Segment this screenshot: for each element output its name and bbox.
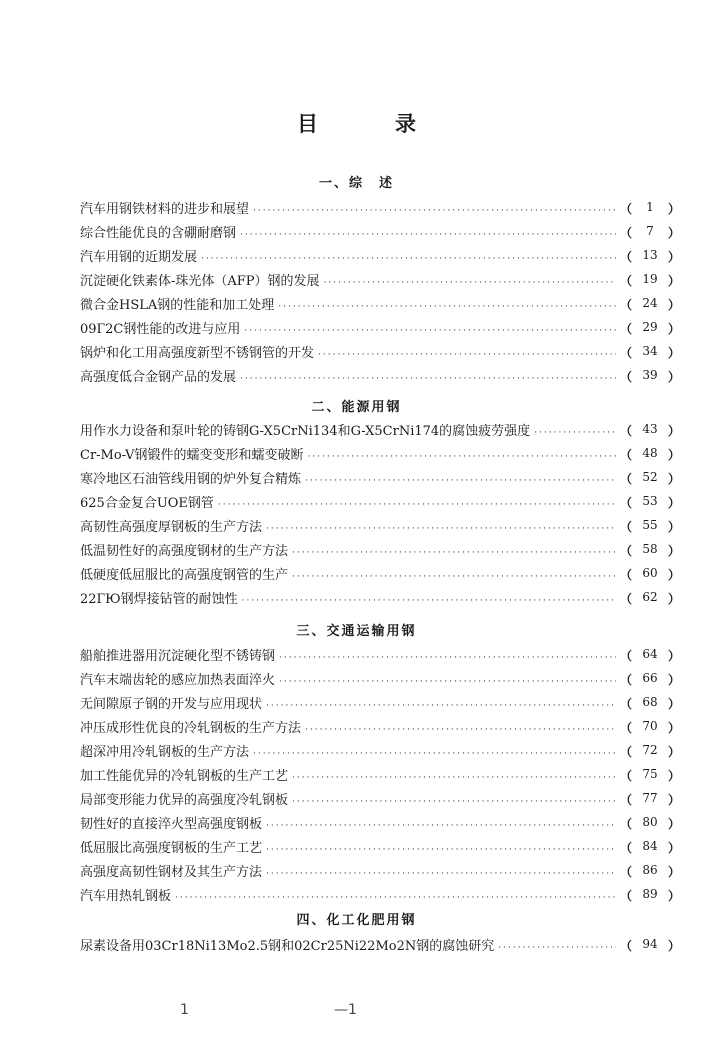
toc-entry-title: 韧性好的直接淬火型高强度钢板: [80, 817, 263, 832]
toc-entry: [80, 270, 680, 294]
section-heading-1: 一、综 述: [318, 176, 394, 191]
toc-entry-page-number: 48: [642, 446, 658, 460]
footer-page-mark-2: —1: [334, 1002, 357, 1018]
toc-entry-page-ref: （ 68 ）: [620, 695, 680, 711]
section-heading-2: 二、能源用钢: [311, 400, 402, 415]
toc-entry-page-ref: （ 94 ）: [620, 937, 680, 953]
toc-entry-page-ref: （ 64 ）: [620, 647, 680, 663]
toc-entry-page-number: 19: [642, 272, 658, 286]
toc-entry-page-ref: （ 24 ）: [620, 296, 680, 312]
toc-entry-page-ref: （ 7 ）: [620, 224, 680, 240]
toc-entry-page-ref: （ 72 ）: [620, 743, 680, 759]
toc-entry-page-number: 52: [642, 470, 658, 484]
dot-leader: [278, 302, 616, 312]
toc-entry: [80, 693, 680, 717]
toc-entry-page-ref: （ 58 ）: [620, 542, 680, 558]
toc-entry: [80, 588, 680, 612]
toc-entry-page-ref: （ 29 ）: [620, 320, 680, 336]
toc-entry-page-ref: （ 77 ）: [620, 791, 680, 807]
toc-entry: [80, 789, 680, 813]
dot-leader: [279, 653, 616, 663]
toc-entry-page-ref: （ 39 ）: [620, 368, 680, 384]
toc-entry: [80, 645, 680, 669]
dot-leader: [266, 821, 616, 831]
dot-leader: [305, 476, 616, 486]
toc-entry-title: 高强度低合金钢产品的发展: [80, 370, 237, 385]
toc-entry-title: 超深冲用冷轧钢板的生产方法: [80, 745, 250, 760]
toc-entry-page-number: 55: [642, 518, 658, 532]
toc-entry-title: 625合金复合UOE钢管: [80, 496, 214, 511]
toc-entry-page-number: 24: [642, 296, 658, 310]
toc-entry: [80, 318, 680, 342]
dot-leader: [240, 374, 616, 384]
dot-leader: [292, 572, 616, 582]
toc-entry-page-ref: （ 48 ）: [620, 446, 680, 462]
toc-list-section-3: [80, 645, 680, 909]
dot-leader: [279, 677, 616, 687]
section-heading-3: 三、交通运输用钢: [296, 624, 417, 639]
toc-entry-page-ref: （ 19 ）: [620, 272, 680, 288]
dot-leader: [266, 701, 616, 711]
toc-entry-title: 低硬度低屈服比的高强度钢管的生产: [80, 568, 289, 583]
toc-entry: [80, 717, 680, 741]
toc-entry: [80, 564, 680, 588]
toc-entry: [80, 222, 680, 246]
toc-entry-title: 加工性能优异的冷轧钢板的生产工艺: [80, 769, 289, 784]
toc-entry: [80, 444, 680, 468]
dot-leader: [534, 428, 616, 438]
toc-entry-title: 22ГЮ钢焊接钻管的耐蚀性: [80, 592, 238, 607]
dot-leader: [266, 524, 616, 534]
dot-leader: [266, 845, 616, 855]
dot-leader: [253, 206, 616, 216]
toc-entry-title: 局部变形能力优异的高强度冷轧钢板: [80, 793, 289, 808]
toc-entry-page-number: 89: [642, 887, 658, 901]
toc-entry-page-number: 58: [642, 542, 658, 556]
footer-page-mark: 1: [180, 1002, 189, 1018]
toc-entry-title: 尿素设备用03Cr18Ni13Mo2.5钢和02Cr25Ni22Mo2N钢的腐蚀研究: [80, 939, 495, 954]
toc-entry: [80, 420, 680, 444]
dot-leader: [266, 869, 616, 879]
toc-entry-page-ref: （ 52 ）: [620, 470, 680, 486]
toc-entry-page-ref: （ 13 ）: [620, 248, 680, 264]
toc-entry-page-number: 1: [646, 200, 654, 214]
toc-entry-title: 寒冷地区石油管线用钢的炉外复合精炼: [80, 472, 302, 487]
toc-entry-page-ref: （ 53 ）: [620, 494, 680, 510]
toc-entry: [80, 492, 680, 516]
dot-leader: [498, 943, 616, 953]
toc-entry-title: 低温韧性好的高强度钢材的生产方法: [80, 544, 289, 559]
toc-entry: [80, 837, 680, 861]
dot-leader: [218, 500, 616, 510]
toc-entry: [80, 885, 680, 909]
toc-entry: [80, 342, 680, 366]
toc-entry-page-number: 94: [642, 937, 658, 951]
toc-entry-title: 低屈服比高强度钢板的生产工艺: [80, 841, 263, 856]
toc-entry: [80, 540, 680, 564]
toc-entry-title: 用作水力设备和泵叶轮的铸钢G-X5CrNi134和G-X5CrNi174的腐蚀疲劳强度: [80, 424, 531, 439]
toc-entry-title: 汽车用热轧钢板: [80, 889, 172, 904]
toc-entry: [80, 741, 680, 765]
dot-leader: [308, 452, 616, 462]
dot-leader: [318, 350, 616, 360]
toc-entry: [80, 861, 680, 885]
toc-entry: [80, 246, 680, 270]
dot-leader: [305, 725, 616, 735]
toc-entry-page-number: 13: [642, 248, 658, 262]
toc-entry-page-number: 70: [642, 719, 658, 733]
toc-entry: [80, 669, 680, 693]
toc-entry: [80, 366, 680, 390]
dot-leader: [292, 773, 616, 783]
dot-leader: [253, 749, 616, 759]
toc-entry-page-ref: （ 62 ）: [620, 590, 680, 606]
toc-entry-title: 汽车用钢的近期发展: [80, 250, 198, 265]
dot-leader: [242, 596, 616, 606]
toc-entry-title: 高韧性高强度厚钢板的生产方法: [80, 520, 263, 535]
toc-entry: [80, 813, 680, 837]
dot-leader: [244, 326, 616, 336]
toc-entry: [80, 198, 680, 222]
toc-entry-page-number: 62: [642, 590, 658, 604]
section-heading-4: 四、化工化肥用钢: [296, 913, 417, 928]
dot-leader: [292, 548, 616, 558]
toc-entry-page-number: 68: [642, 695, 658, 709]
toc-entry-page-number: 75: [642, 767, 658, 781]
toc-entry-title: 综合性能优良的含硼耐磨钢: [80, 226, 237, 241]
toc-entry-page-ref: （ 89 ）: [620, 887, 680, 903]
dot-leader: [324, 278, 616, 288]
toc-entry-title: 锅炉和化工用高强度新型不锈钢管的开发: [80, 346, 315, 361]
dot-leader: [201, 254, 616, 264]
toc-entry-page-number: 77: [642, 791, 658, 805]
toc-entry-page-number: 53: [642, 494, 658, 508]
toc-list-section-4: [80, 935, 680, 959]
toc-entry-page-ref: （ 43 ）: [620, 422, 680, 438]
toc-entry-title: 沉淀硬化铁素体-珠光体（AFP）钢的发展: [80, 274, 320, 289]
toc-entry: [80, 935, 680, 959]
toc-entry: [80, 294, 680, 318]
dot-leader: [240, 230, 616, 240]
toc-entry-page-ref: （ 66 ）: [620, 671, 680, 687]
toc-entry-title: 09Г2C钢性能的改进与应用: [80, 322, 241, 337]
toc-entry-page-ref: （ 1 ）: [620, 200, 680, 216]
toc-entry-page-number: 34: [642, 344, 658, 358]
toc-entry-page-number: 60: [642, 566, 658, 580]
toc-entry-title: 无间隙原子钢的开发与应用现状: [80, 697, 263, 712]
toc-entry-title: 微合金HSLA钢的性能和加工处理: [80, 298, 275, 313]
dot-leader: [292, 797, 616, 807]
toc-entry: [80, 765, 680, 789]
toc-entry: [80, 468, 680, 492]
toc-entry-title: Cr-Mo-V钢锻件的蠕变变形和蠕变破断: [80, 448, 304, 463]
toc-list-section-1: [80, 198, 680, 390]
toc-entry-title: 汽车末端齿轮的感应加热表面淬火: [80, 673, 276, 688]
toc-entry-title: 高强度高韧性钢材及其生产方法: [80, 865, 263, 880]
toc-entry-page-ref: （ 80 ）: [620, 815, 680, 831]
toc-entry-page-ref: （ 86 ）: [620, 863, 680, 879]
dot-leader: [175, 893, 616, 903]
toc-entry-page-number: 86: [642, 863, 658, 877]
toc-entry: [80, 516, 680, 540]
toc-entry-page-ref: （ 34 ）: [620, 344, 680, 360]
toc-entry-page-number: 66: [642, 671, 658, 685]
toc-entry-page-ref: （ 84 ）: [620, 839, 680, 855]
toc-entry-page-ref: （ 60 ）: [620, 566, 680, 582]
toc-entry-page-number: 84: [642, 839, 658, 853]
toc-entry-page-ref: （ 55 ）: [620, 518, 680, 534]
toc-entry-page-number: 43: [642, 422, 658, 436]
toc-entry-page-number: 80: [642, 815, 658, 829]
page-title: 目 录: [297, 112, 444, 136]
toc-entry-page-number: 72: [642, 743, 658, 757]
toc-entry-page-ref: （ 70 ）: [620, 719, 680, 735]
toc-entry-page-ref: （ 75 ）: [620, 767, 680, 783]
toc-entry-page-number: 64: [642, 647, 658, 661]
toc-entry-page-number: 39: [642, 368, 658, 382]
toc-entry-page-number: 7: [646, 224, 654, 238]
toc-entry-title: 船舶推进器用沉淀硬化型不锈铸钢: [80, 649, 276, 664]
toc-entry-page-number: 29: [642, 320, 658, 334]
toc-entry-title: 冲压成形性优良的冷轧钢板的生产方法: [80, 721, 302, 736]
toc-entry-title: 汽车用钢铁材料的进步和展望: [80, 202, 250, 217]
toc-list-section-2: [80, 420, 680, 612]
